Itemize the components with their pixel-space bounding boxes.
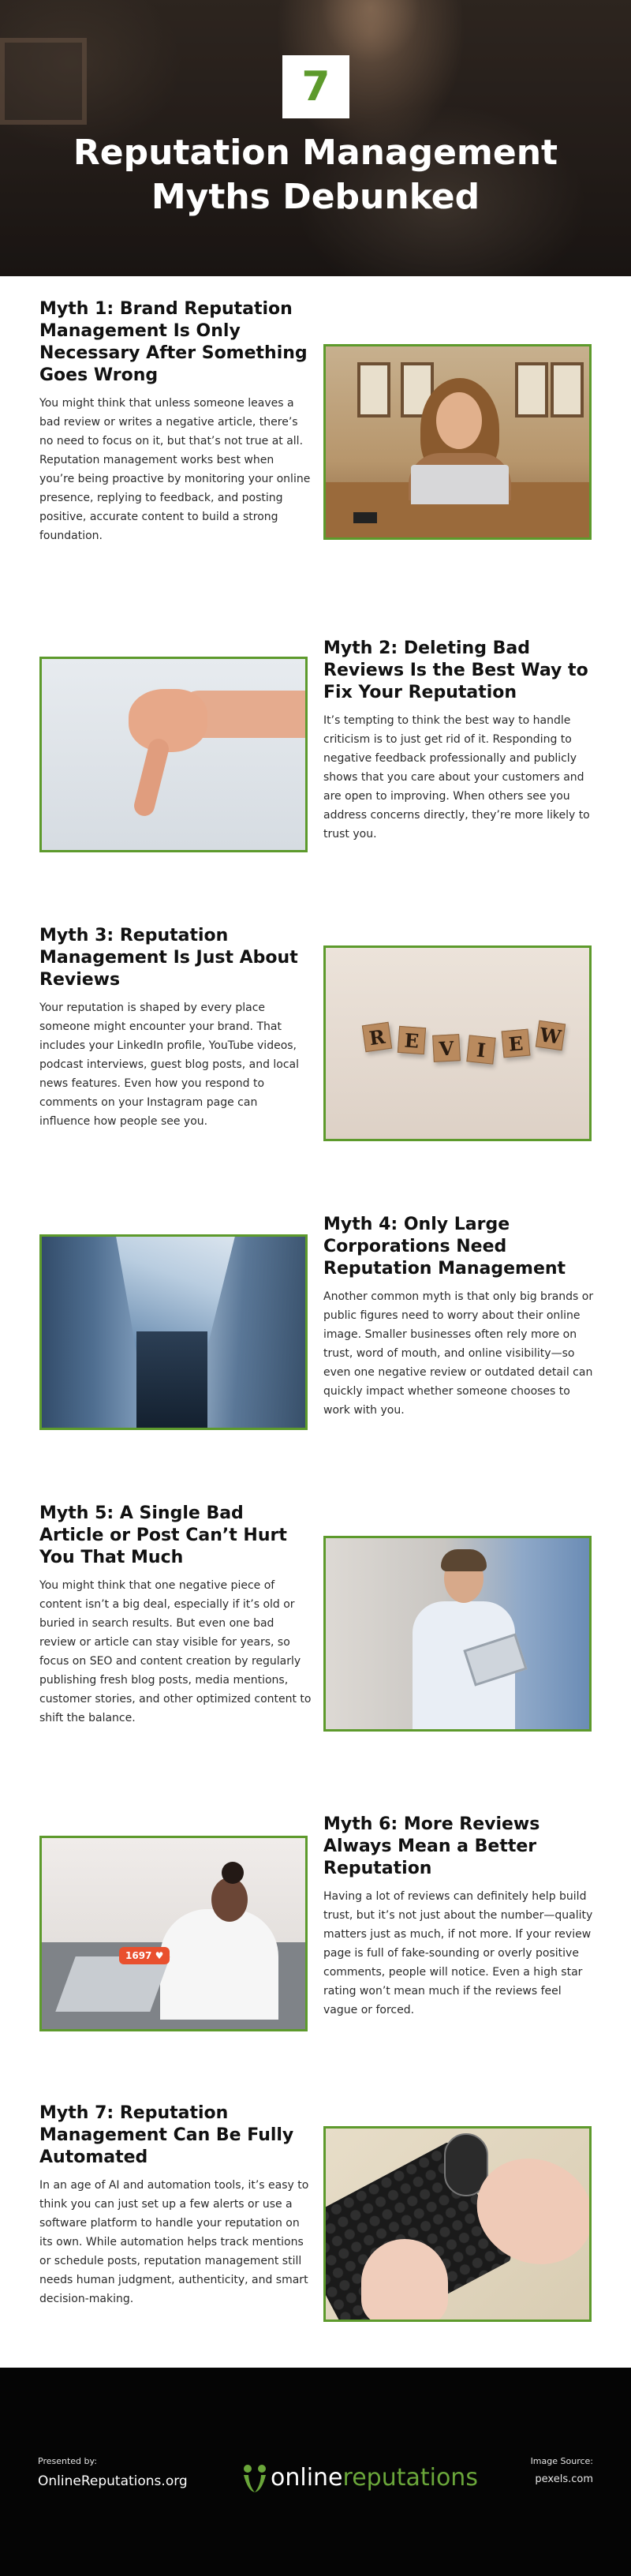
myth-text-5 (39, 1503, 312, 1728)
review-block-letter: R (362, 1022, 392, 1052)
review-count: 1697 (125, 1950, 152, 1961)
keyboard-mouse-photo (323, 2126, 592, 2322)
myth-body-1: You might think that unless someone leaves a bad review or writes a negative article, there’s no need to focus on it, but that’s not true at all. Reputation management works best when you’re being proactive by monitoring your online presence, replying to feedback, and posting positive, accurate content to build a strong foundation. (39, 397, 311, 542)
frustrated-woman-laptop-photo (323, 344, 592, 540)
review-count-badge (119, 1947, 170, 1964)
page-title (0, 131, 631, 219)
logo-word-reputations: reputations (342, 2464, 478, 2492)
logo-word-online: online (271, 2464, 343, 2492)
myth-body-4: Another common myth is that only big brands or public figures need to worry about their online image. Smaller businesses often rely more on trust, word of mouth, and online visibility—so even one negative review or outdated detail can quickly impact whether someone chooses to work with you. (323, 1290, 594, 1417)
myth-title-5: Myth 5: A Single Bad Article or Post Can’t Hurt You That Much (39, 1503, 287, 1567)
review-block-letter: E (398, 1026, 426, 1054)
review-block-letter: E (502, 1029, 531, 1058)
myth-body-6: Having a lot of reviews can definitely help build trust, but it’s not just about the number—quality matters just as much, if not more. If your review page is full of fake-sounding or overly positive comments, people will notice. Even a high star rating won’t mean much if the reviews feel vague or forced. (323, 1890, 593, 2016)
presented-by-label: Presented by: (38, 2456, 97, 2466)
myth-title-2: Myth 2: Deleting Bad Reviews Is the Best Way to Fix Your Reputation (323, 638, 588, 702)
brand-logo (241, 2462, 478, 2494)
page-title-line1: Reputation Management (73, 133, 558, 173)
myth-text-4 (323, 1214, 596, 1420)
myth-body-3: Your reputation is shaped by every place someone might encounter your brand. That includes your LinkedIn profile, YouTube videos, podcast interviews, guest blog posts, and local news features. Even how you respond to comments on your Instagram page can influence how people see you. (39, 1002, 300, 1128)
logo-people-icon (241, 2462, 268, 2494)
hero-banner (0, 0, 631, 276)
myth-title-3: Myth 3: Reputation Management Is Just About Reviews (39, 926, 298, 990)
myth-text-7 (39, 2102, 312, 2308)
myth-body-7: In an age of AI and automation tools, it’s easy to think you can just set up a few alerts or use a software platform to handle your reputation on its own. While automation helps track mentions or schedule posts, reputation management still needs human judgment, authenticity, and smart decision-making. (39, 2179, 309, 2305)
myth-title-4: Myth 4: Only Large Corporations Need Reputation Management (323, 1215, 566, 1279)
woman-laptop-couch-photo (39, 1836, 308, 2031)
review-blocks-photo (323, 945, 592, 1141)
hero-number-badge (282, 55, 349, 118)
image-source-link[interactable]: pexels.com (535, 2473, 593, 2485)
review-block-letter: I (466, 1035, 495, 1064)
myth-title-7: Myth 7: Reputation Management Can Be Fully Automated (39, 2103, 294, 2167)
myth-text-3 (39, 925, 312, 1131)
footer (0, 2368, 631, 2576)
image-source-label: Image Source: (530, 2456, 593, 2466)
skyscrapers-photo (39, 1234, 308, 1430)
presenter-website-link[interactable]: OnlineReputations.org (38, 2473, 188, 2489)
review-block-letter: V (432, 1034, 461, 1062)
myth-text-2 (323, 638, 596, 844)
logo-wordmark (271, 2465, 478, 2492)
thumbs-down-photo (39, 657, 308, 852)
myth-title-1: Myth 1: Brand Reputation Management Is Only Necessary After Something Goes Wrong (39, 299, 308, 385)
heart-icon: ♥ (155, 1950, 164, 1961)
myth-body-2: It’s tempting to think the best way to handle criticism is to just get rid of it. Responding to negative feedback professionally and publicly shows that you care about your customers and are open to improving. When others see you address concerns directly, they’re more likely to trust you. (323, 714, 590, 841)
review-block-letter: W (536, 1020, 566, 1050)
page-title-line2: Myths Debunked (151, 177, 480, 217)
hero-number: 7 (301, 63, 330, 110)
businessman-tablet-photo (323, 1536, 592, 1732)
myth-text-1 (39, 298, 312, 545)
myth-body-5: You might think that one negative piece of content isn’t a big deal, especially if it’s old or buried in search results. But even one bad review or article can stay visible for years, so focus on SEO and content creation by regularly publishing fresh blog posts, media mentions, customer stories, and other optimized content to shift the balance. (39, 1579, 312, 1724)
myth-text-6 (323, 1814, 596, 2020)
myth-title-6: Myth 6: More Reviews Always Mean a Better Reputation (323, 1814, 540, 1878)
